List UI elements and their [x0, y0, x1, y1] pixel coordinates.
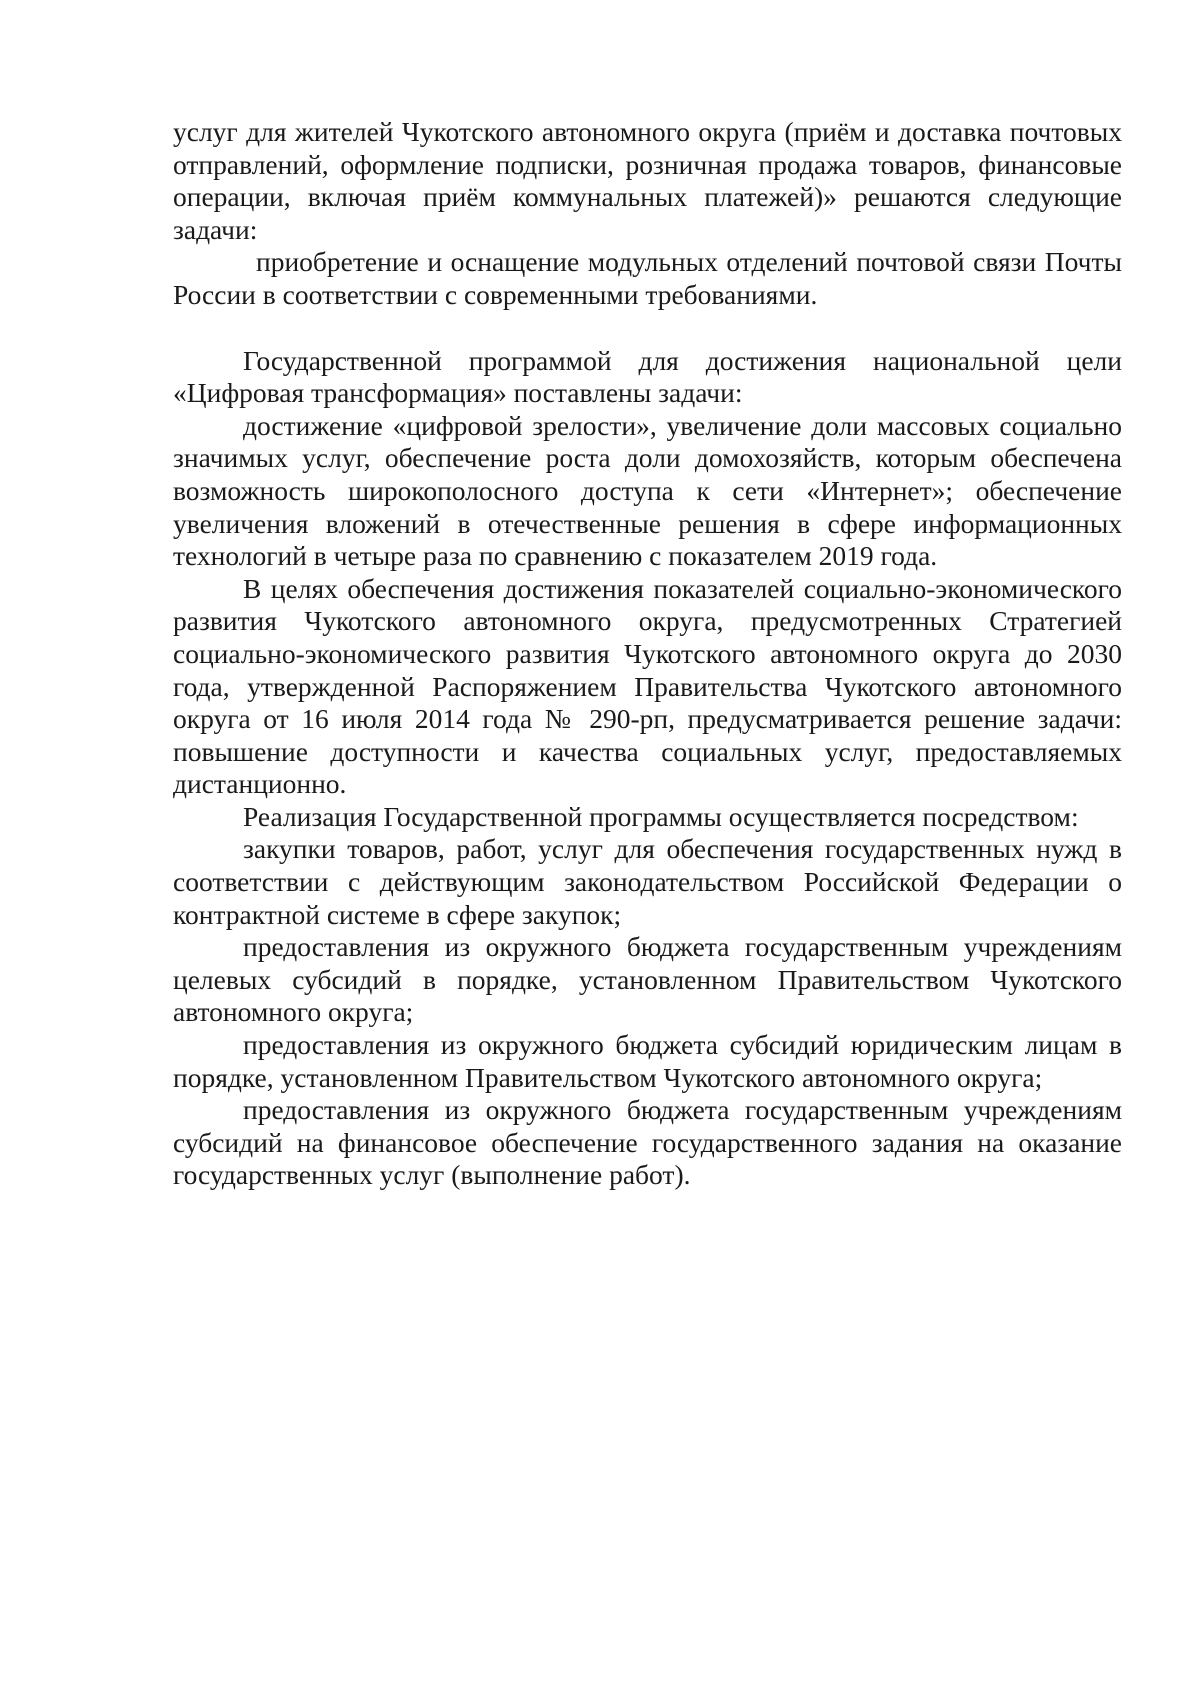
paragraph-postal-services: услуг для жителей Чукотского автономного округа (приём и доставка почтовых отправлений, оформление подписки, розничная продажа товаров, финансовые операции, включая приём коммунальных платежей)» решаются следующие задачи:	[173, 116, 1122, 245]
paragraph-strategy-goals: В целях обеспечения достижения показателей социально-экономического развития Чукотского автономного округа, предусмотренных Стратегией социально-экономического развития Чукотского автономного округа до 2030 года, утвержденной Распоряжением Правительства Чукотского автономного округа от 16 июля 2014 года № 290-рп, предусматривается решение задачи: повышение доступности и качества социальных услуг, предоставляемых дистанционно.	[173, 572, 1122, 800]
paragraph-digital-transformation: Государственной программой для достижения национальной цели «Цифровая трансформация» поставлены задачи:	[173, 344, 1122, 409]
document-page	[173, 116, 1122, 1192]
paragraph-digital-maturity: достижение «цифровой зрелости», увеличение доли массовых социально значимых услуг, обеспечение роста доли домохозяйств, которым обеспечена возможность широкополосного доступа к сети «Интернет»; обеспечение увеличения вложений в отечественные решения в сфере информационных технологий в четыре раза по сравнению с показателем 2019 года.	[173, 409, 1122, 572]
paragraph-state-assignment: предоставления из окружного бюджета государственным учреждениям субсидий на финансовое обеспечение государственного задания на оказание государственных услуг (выполнение работ).	[173, 1094, 1122, 1191]
paragraph-procurement: закупки товаров, работ, услуг для обеспечения государственных нужд в соответствии с действующим законодательством Российской Федерации о контрактной системе в сфере закупок;	[173, 833, 1122, 930]
paragraph-modular-offices: приобретение и оснащение модульных отделений почтовой связи Почты России в соответствии с современными требованиями.	[173, 246, 1122, 310]
paragraph-legal-entity-subsidies: предоставления из окружного бюджета субсидий юридическим лицам в порядке, установленном Правительством Чукотского автономного округа;	[173, 1029, 1122, 1093]
paragraph-targeted-subsidies: предоставления из окружного бюджета государственным учреждениям целевых субсидий в порядке, установленном Правительством Чукотского автономного округа;	[173, 931, 1122, 1028]
paragraph-spacer	[173, 312, 1122, 345]
paragraph-implementation: Реализация Государственной программы осуществляется посредством:	[243, 800, 1079, 832]
